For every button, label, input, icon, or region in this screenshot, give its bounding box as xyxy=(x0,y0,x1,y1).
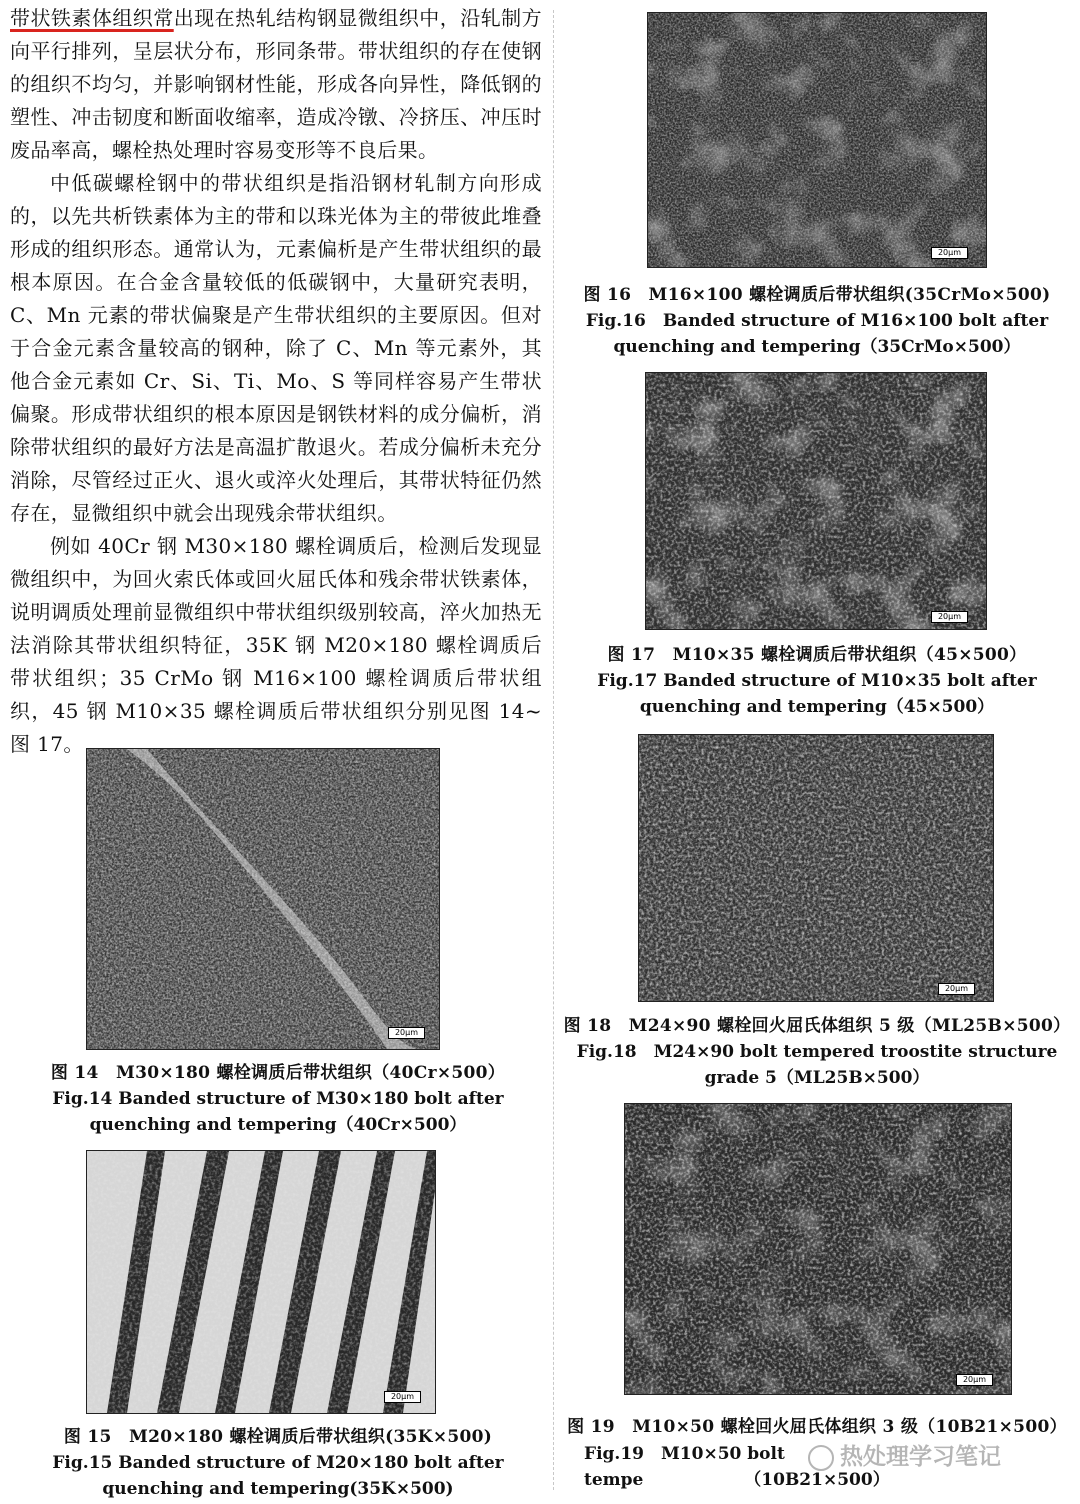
scale-bar-fig18: 20μm xyxy=(938,983,975,995)
micrograph-fig16 xyxy=(647,12,987,268)
left-column-text xyxy=(10,2,542,761)
caption-en-fig18: Fig.18 M24×90 bolt tempered troostite structure grade 5（ML25B×500） xyxy=(576,1042,1058,1088)
caption-cn-fig14: 图 14 M30×180 螺栓调质后带状组织（40Cr×500） xyxy=(50,1063,506,1083)
caption-cn-fig19: 图 19 M10×50 螺栓回火屈氏体组织 3 级（10B21×500） xyxy=(567,1417,1067,1437)
caption-cn-fig16: 图 16 M16×100 螺栓调质后带状组织(35CrMo×500) xyxy=(583,285,1051,305)
paragraph-2: 中低碳螺栓钢中的带状组织是指沿钢材轧制方向形成的，以先共析铁素体为主的带和以珠光体为主的带彼此堆叠形成的组织形态。通常认为，元素偏析是产生带状组织的最根本原因。在合金含量较低的低碳钢中，大量研究表明，C、Mn 元素的带状偏聚是产生带状组织的主要原因。但对于合金元素含量较高的钢种，除了 C、Mn 等元素外，其他合金元素如 Cr、Si、Ti、Mo、S 等同样容易产生带状偏聚。形成带状组织的根本原因是钢铁材料的成分偏析，消除带状组织的最好方法是高温扩散退火。若成分偏析未充分消除，尽管经过正火、退火或淬火处理后，其带状特征仍然存在，显微组织中就会出现残余带状组织。 xyxy=(10,171,542,525)
caption-cn-fig17: 图 17 M10×35 螺栓调质后带状组织（45×500） xyxy=(607,645,1027,665)
caption-en-fig19-text: Fig.19 M10×50 bolt tempe xyxy=(584,1444,785,1490)
micrograph-fig19 xyxy=(624,1103,1012,1395)
caption-cn-fig15: 图 15 M20×180 螺栓调质后带状组织(35K×500) xyxy=(63,1427,493,1447)
paragraph-1-text: 出现在热轧结构钢显微组织中，沿轧制方向平行排列，呈层状分布，形同条带。带状组织的存在使钢的组织不均匀，并影响钢材性能，形成各向异性，降低钢的塑性、冲击韧度和断面收缩率，造成冷镦、冷挤压、冲压时废品率高，螺栓热处理时容易变形等不良后果。 xyxy=(10,6,543,162)
caption-en-fig14: Fig.14 Banded structure of M30×180 bolt after quenching and tempering（40Cr×500） xyxy=(52,1089,504,1135)
column-divider xyxy=(553,10,554,1490)
caption-cn-fig18: 图 18 M24×90 螺栓回火屈氏体组织 5 级（ML25B×500） xyxy=(563,1016,1071,1036)
highlighted-phrase: 带状铁素体组织常 xyxy=(10,6,174,30)
scale-bar-fig17: 20μm xyxy=(931,611,968,623)
paragraph-1 xyxy=(10,2,542,167)
wechat-icon xyxy=(808,1445,834,1471)
scale-bar-fig16: 20μm xyxy=(931,247,968,259)
caption-en-fig17: Fig.17 Banded structure of M10×35 bolt after quenching and tempering（45×500） xyxy=(597,671,1037,717)
micrograph-fig15 xyxy=(86,1150,436,1414)
micrograph-fig17 xyxy=(645,372,987,630)
scale-bar-fig14: 20μm xyxy=(388,1027,425,1039)
micrograph-fig18 xyxy=(638,734,994,1002)
caption-en-fig16: Fig.16 Banded structure of M16×100 bolt after quenching and tempering（35CrMo×500） xyxy=(585,311,1049,357)
caption-en-fig19-tail: （10B21×500） xyxy=(744,1470,890,1490)
watermark-text: 热处理学习笔记 xyxy=(840,1444,1001,1470)
caption-en-fig15: Fig.15 Banded structure of M20×180 bolt after quenching and tempering(35K×500) xyxy=(52,1453,504,1499)
scale-bar-fig15: 20μm xyxy=(384,1391,421,1403)
watermark xyxy=(808,1438,1001,1471)
scale-bar-fig19: 20μm xyxy=(956,1374,993,1386)
micrograph-fig14 xyxy=(86,748,440,1050)
paragraph-3: 例如 40Cr 钢 M30×180 螺栓调质后，检测后发现显微组织中，为回火索氏体或回火屈氏体和残余带状铁素体，说明调质处理前显微组织中带状组织级别较高，淬火加热无法消除其带状组织特征，35K 钢 M20×180 螺栓调质后带状组织；35 CrMo 钢 M16×100 螺栓调质后带状组织，45 钢 M10×35 螺栓调质后带状组织分别见图 14~图 17。 xyxy=(10,534,542,756)
